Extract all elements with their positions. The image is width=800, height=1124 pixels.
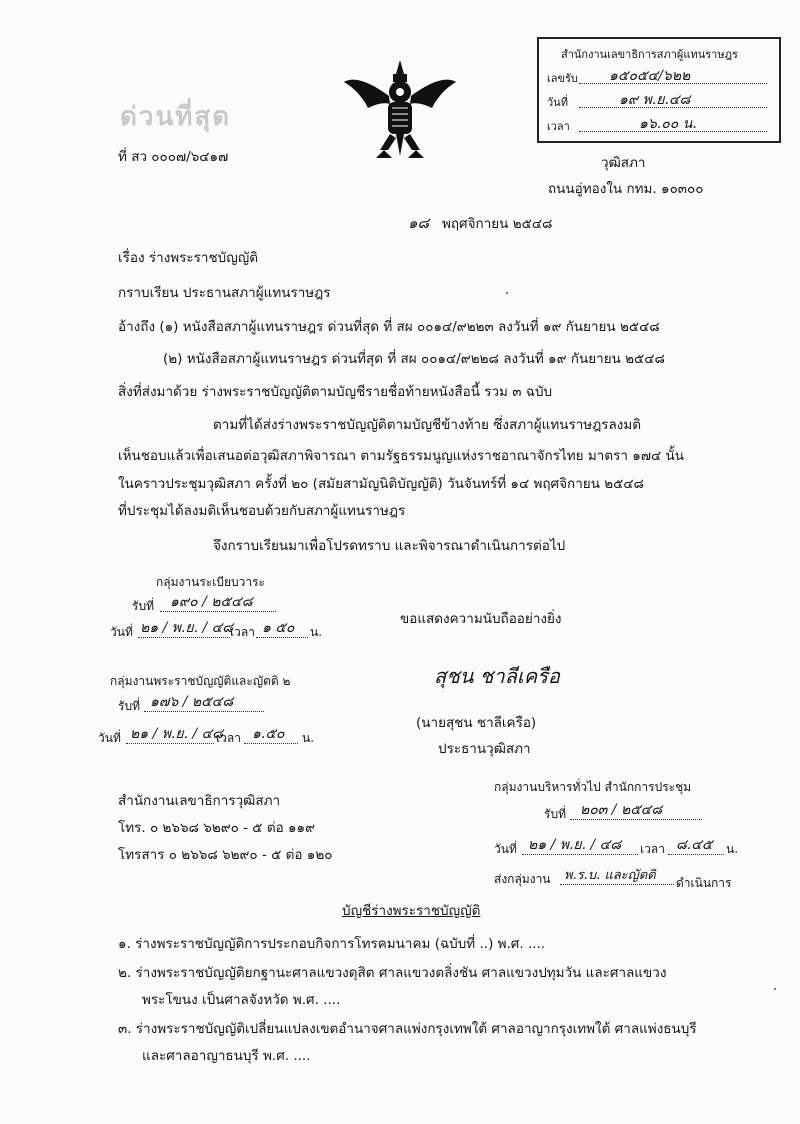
receipt-time-value: ๑๖.๐๐ น. bbox=[639, 116, 697, 132]
bill-recv-value: ๑๗๖ / ๒๕๔๘ bbox=[150, 694, 234, 710]
organization-address: ถนนอู่ทองใน กทม. ๑๐๓๐๐ bbox=[548, 181, 704, 197]
signature: สุชน ชาลีเครือ bbox=[434, 664, 560, 688]
garuda-emblem-icon bbox=[340, 52, 460, 162]
receipt-stamp-title: สำนักงานเลขาธิการสภาผู้แทนราษฎร bbox=[561, 48, 738, 61]
contact-fax: โทรสาร ๐ ๒๖๖๘ ๖๒๙๐ - ๕ ต่อ ๑๒๐ bbox=[118, 847, 333, 863]
agenda-date-value: ๒๑ / พ.ย. / ๔๘ bbox=[140, 620, 234, 636]
signer-name: (นายสุชน ชาลีเครือ) bbox=[416, 715, 537, 731]
closing-request: จึงกราบเรียนมาเพื่อโปรดทราบ และพิจารณาดำเนินการต่อไป bbox=[213, 538, 566, 554]
receipt-no-value: ๑๕๐๕๔/๖๒๒ bbox=[609, 68, 691, 84]
enclosure-line: สิ่งที่ส่งมาด้วย ร่างพระราชบัญญัติตามบัญชีรายชื่อท้ายหนังสือนี้ รวม ๓ ฉบับ bbox=[118, 384, 553, 400]
issuing-organization: วุฒิสภา bbox=[601, 155, 646, 171]
signer-title: ประธานวุฒิสภา bbox=[438, 741, 531, 757]
body-paragraph-line: ในคราวประชุมวุฒิสภา ครั้งที่ ๒๐ (สมัยสามัญนิติบัญญัติ) วันจันทร์ที่ ๑๔ พฤศจิกายน ๒๕๔๘ bbox=[118, 476, 644, 492]
contact-telephone: โทร. ๐ ๒๖๖๘ ๖๒๙๐ - ๕ ต่อ ๑๑๙ bbox=[118, 820, 316, 836]
bill-time-label: เวลา bbox=[216, 731, 241, 745]
agenda-time-unit: น. bbox=[310, 625, 323, 639]
scan-speck bbox=[506, 292, 508, 294]
receipt-time-label: เวลา bbox=[547, 120, 570, 133]
document-number: ที่ สว ๐๐๐๗/๖๔๑๗ bbox=[118, 149, 229, 165]
receipt-date-label: วันที่ bbox=[547, 96, 568, 109]
closing-salutation: ขอแสดงความนับถืออย่างยิ่ง bbox=[400, 611, 562, 627]
admin-recv-label: รับที่ bbox=[544, 807, 566, 821]
bill-list-item: ๑. ร่างพระราชบัญญัติการประกอบกิจการโทรคมนาคม (ฉบับที่ ..) พ.ศ. .... bbox=[118, 936, 546, 952]
admin-stamp-title: กลุ่มงานบริหารทั่วไป สำนักการประชุม bbox=[494, 780, 692, 794]
document-date-month-year: พฤศจิกายน ๒๕๔๘ bbox=[441, 216, 553, 232]
reference-2: (๒) หนังสือสภาผู้แทนราษฎร ด่วนที่สุด ที่ สผ ๐๐๑๔/๙๒๒๘ ลงวันที่ ๑๙ กันยายน ๒๕๔๘ bbox=[163, 351, 665, 367]
subject-line: เรื่อง ร่างพระราชบัญญัติ bbox=[118, 250, 259, 266]
contact-office: สำนักงานเลขาธิการวุฒิสภา bbox=[118, 793, 281, 809]
reference-1: อ้างถึง (๑) หนังสือสภาผู้แทนราษฎร ด่วนที่สุด ที่ สผ ๐๐๑๔/๙๒๒๓ ลงวันที่ ๑๙ กันยายน ๒๕๔๘ bbox=[118, 319, 660, 335]
recipient-line: กราบเรียน ประธานสภาผู้แทนราษฎร bbox=[118, 285, 331, 301]
agenda-stamp-title: กลุ่มงานระเบียบวาระ bbox=[156, 575, 265, 589]
agenda-date-label: วันที่ bbox=[110, 625, 133, 639]
bill-list-heading: บัญชีร่างพระราชบัญญัติ bbox=[342, 903, 481, 919]
scan-speck bbox=[774, 988, 776, 990]
bill-stamp-title: กลุ่มงานพระราชบัญญัติและญัตติ ๒ bbox=[110, 674, 291, 688]
bill-time-value: ๑.๕๐ bbox=[252, 726, 285, 742]
admin-forward-label: ส่งกลุ่มงาน bbox=[494, 872, 551, 886]
receipt-stamp bbox=[537, 37, 781, 143]
admin-time-value: ๘.๔๕ bbox=[676, 837, 713, 853]
bill-list-item: ๓. ร่างพระราชบัญญัติเปลี่ยนแปลงเขตอำนาจศาลแพ่งกรุงเทพใต้ ศาลอาญากรุงเทพใต้ ศาลแพ่งธนบุรี bbox=[118, 1021, 697, 1037]
bill-time-unit: น. bbox=[302, 731, 315, 745]
receipt-date-value: ๑๙ พ.ย.๔๘ bbox=[619, 92, 691, 108]
admin-recv-value: ๒๐๓ / ๒๕๔๘ bbox=[580, 802, 663, 818]
admin-forward-suffix: ดำเนินการ bbox=[676, 876, 732, 890]
admin-time-label: เวลา bbox=[640, 842, 665, 856]
urgent-mark: ด่วนที่สุด bbox=[120, 102, 232, 132]
body-paragraph-line: ตามที่ได้ส่งร่างพระราชบัญญัติตามบัญชีข้างท้าย ซึ่งสภาผู้แทนราษฎรลงมติ bbox=[213, 417, 642, 433]
agenda-time-label: เวลา bbox=[230, 625, 255, 639]
agenda-recv-value: ๑๙๐ / ๒๕๔๘ bbox=[170, 594, 253, 610]
admin-date-label: วันที่ bbox=[494, 842, 517, 856]
body-paragraph-line: ที่ประชุมได้ลงมติเห็นชอบด้วยกับสภาผู้แทนราษฎร bbox=[118, 503, 406, 519]
document-date-day: ๑๘ bbox=[408, 214, 430, 232]
admin-date-value: ๒๑ / พ.ย. / ๔๘ bbox=[528, 837, 622, 853]
bill-recv-label: รับที่ bbox=[118, 699, 140, 713]
document-date bbox=[408, 214, 552, 233]
bill-list-item: ๒. ร่างพระราชบัญญัติยกฐานะศาลแขวงดุสิต ศาลแขวงตลิ่งชัน ศาลแขวงปทุมวัน และศาลแขวง bbox=[118, 965, 667, 981]
bill-list-item-continued: และศาลอาญาธนบุรี พ.ศ. .... bbox=[142, 1048, 311, 1064]
admin-time-unit: น. bbox=[726, 842, 739, 856]
body-paragraph-line: เห็นชอบแล้วเพื่อเสนอต่อวุฒิสภาพิจารณา ตามรัฐธรรมนูญแห่งราชอาณาจักรไทย มาตรา ๑๗๔ นั้น bbox=[118, 448, 684, 464]
bill-list-item-continued: พระโขนง เป็นศาลจังหวัด พ.ศ. .... bbox=[142, 992, 341, 1008]
agenda-time-value: ๑ ๕๐ bbox=[262, 620, 295, 636]
admin-forward-value: พ.ร.บ. และญัตติ bbox=[564, 868, 656, 883]
bill-date-value: ๒๑ / พ.ย. / ๔๘ bbox=[130, 726, 224, 742]
bill-date-label: วันที่ bbox=[98, 731, 121, 745]
receipt-no-label: เลขรับ bbox=[547, 72, 578, 85]
agenda-recv-label: รับที่ bbox=[132, 599, 154, 613]
